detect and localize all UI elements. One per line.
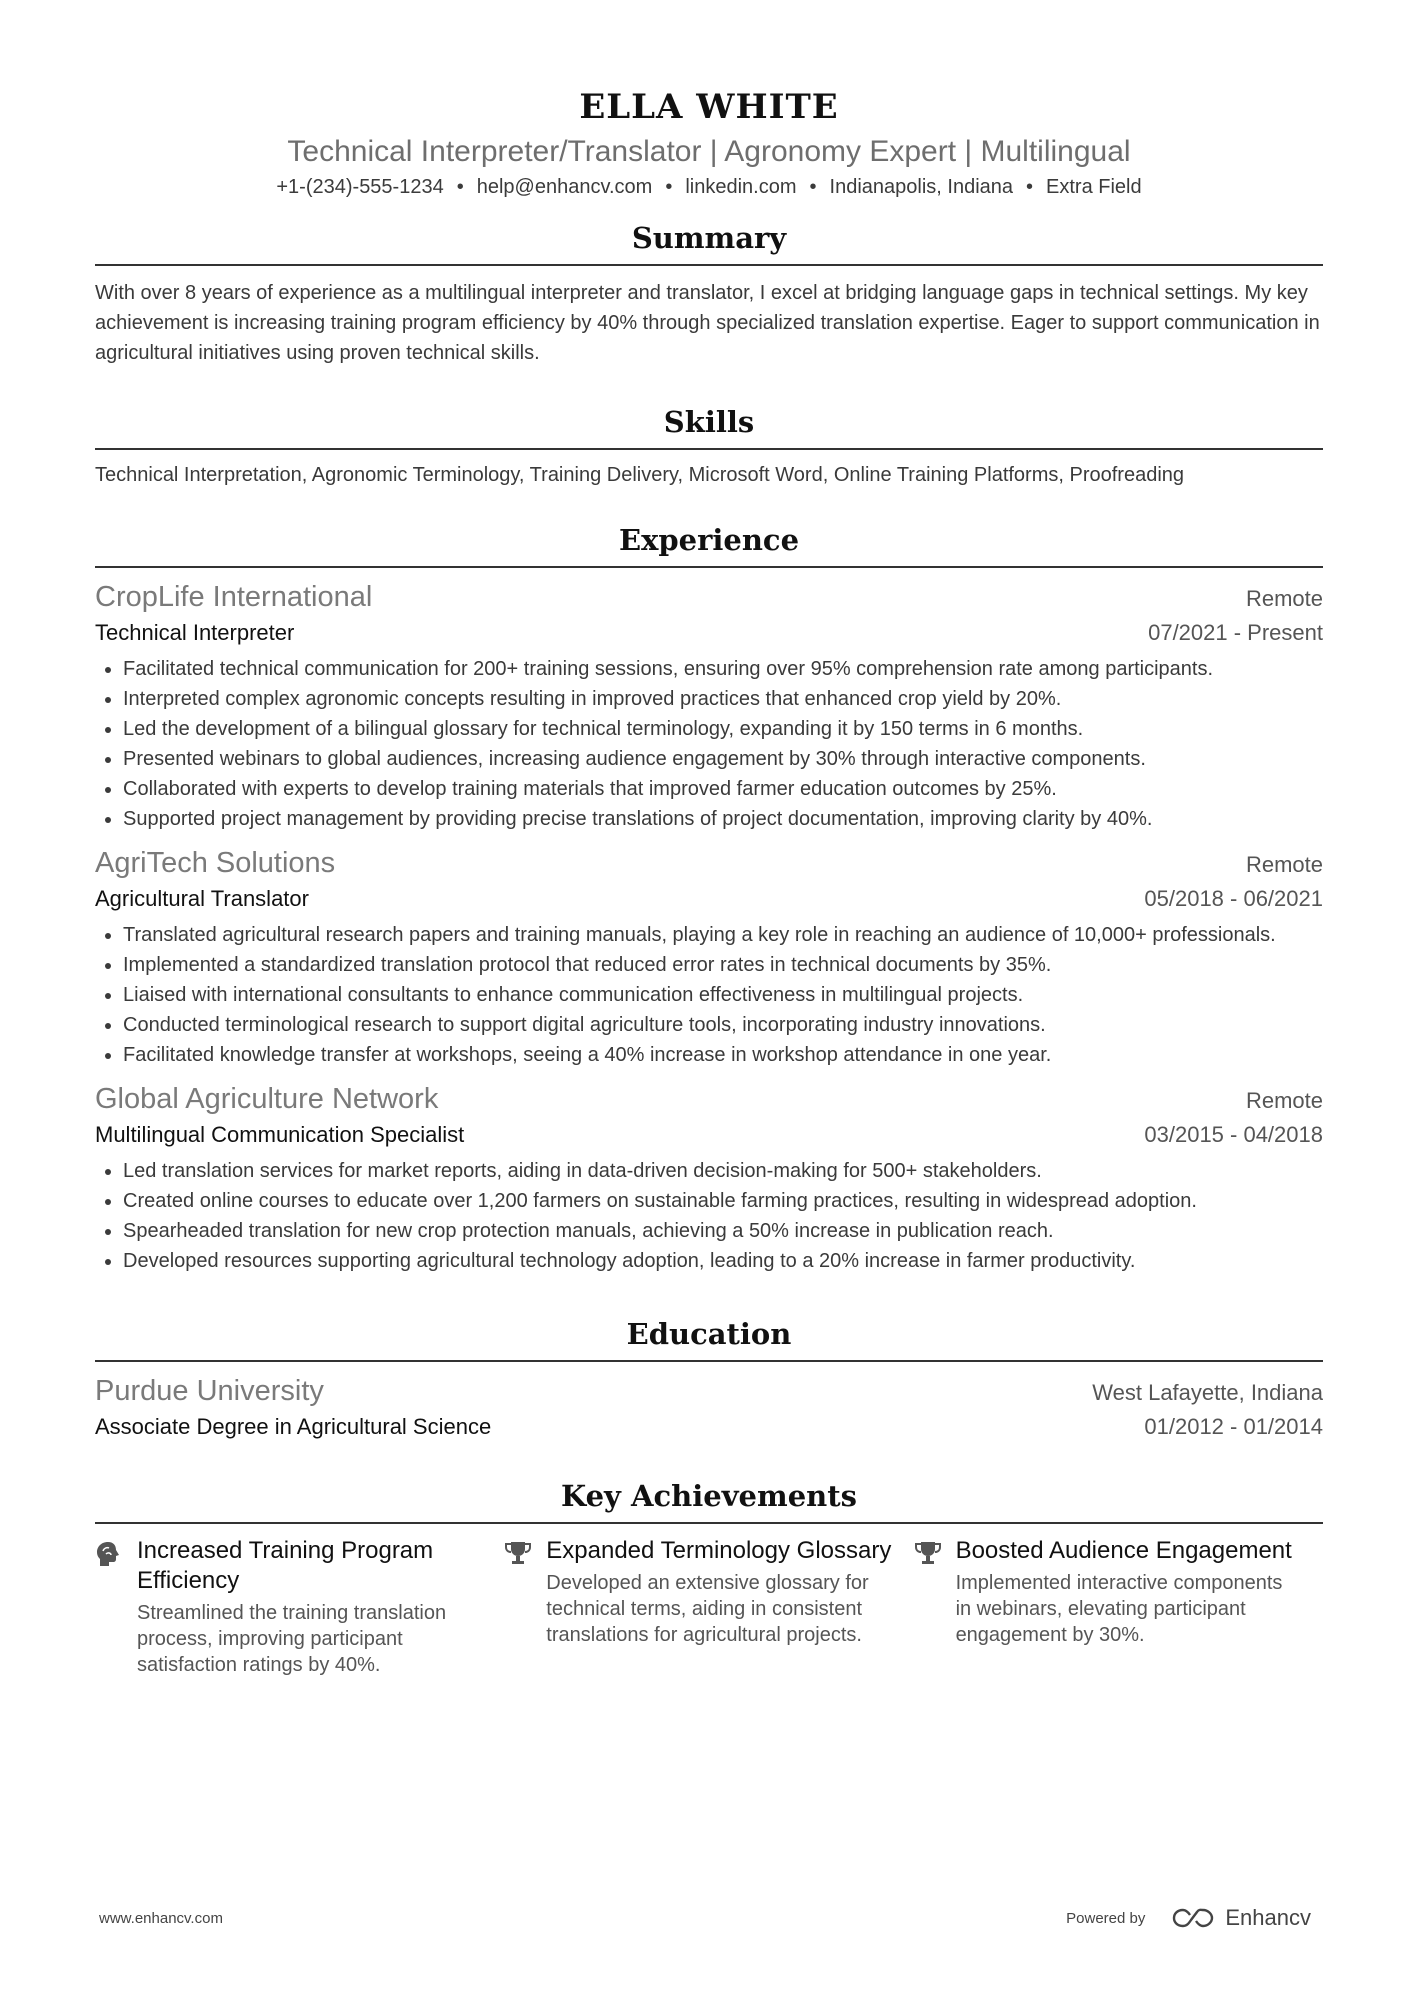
achievements-heading: Key Achievements: [95, 1474, 1323, 1524]
job-role: Multilingual Communication Specialist: [95, 1122, 465, 1147]
achievement-desc: Developed an extensive glossary for technical terms, aiding in consistent translations for agricultural projects.: [546, 1572, 869, 1646]
company-name: Global Agriculture Network: [95, 1083, 439, 1115]
bullet-item: • Translated agricultural research papers and training manuals, playing a key role in reaching an audience of 10,000+ professionals.: [123, 920, 1323, 950]
education-dates: 01/2012 - 01/2014: [1144, 1414, 1323, 1439]
degree: Associate Degree in Agricultural Science: [95, 1414, 492, 1439]
enhancv-logo-icon: [1171, 1906, 1217, 1930]
job-role: Agricultural Translator: [95, 886, 309, 911]
brand-name: Enhancv: [1225, 1905, 1311, 1930]
achievement-title: Expanded Terminology Glossary: [546, 1537, 892, 1564]
extra-field: Extra Field: [1046, 176, 1142, 198]
bullet-item: • Led the development of a bilingual glossary for technical terminology, expanding it by 150 terms in 6 months.: [123, 714, 1323, 744]
email[interactable]: help@enhancv.com: [476, 176, 653, 198]
skills-section: [95, 400, 1323, 490]
education-heading: Education: [95, 1312, 1323, 1362]
job-dates: 07/2021 - Present: [1148, 620, 1323, 645]
job-location: Remote: [1245, 852, 1323, 877]
job-location: Remote: [1245, 1088, 1323, 1113]
bullet-separator: •: [665, 176, 673, 198]
summary-section: [95, 216, 1323, 368]
bullet-separator: •: [809, 176, 817, 198]
trophy-icon: [914, 1536, 956, 1678]
bullet-separator: •: [1026, 176, 1034, 198]
experience-section: [95, 518, 1323, 1276]
job-entry: [95, 1080, 1323, 1276]
skills-heading: Skills: [95, 400, 1323, 450]
contact-line: [95, 172, 1323, 202]
job-location: Remote: [1245, 586, 1323, 611]
resume-page: [95, 82, 1323, 1678]
bullet-item: • Developed resources supporting agricultural technology adoption, leading to a 20% increase in farmer productivity.: [123, 1246, 1323, 1276]
achievement-title: Increased Training Program Efficiency: [137, 1537, 434, 1594]
bullet-item: • Created online courses to educate over 1,200 farmers on sustainable farming practices, resulting in widespread adoption.: [123, 1186, 1323, 1216]
linkedin-link[interactable]: linkedin.com: [685, 176, 797, 198]
bullet-item: • Supported project management by providing precise translations of project documentation, improving clarity by 40%.: [123, 804, 1323, 834]
bullet-item: • Collaborated with experts to develop training materials that improved farmer education outcomes by 25%.: [123, 774, 1323, 804]
job-dates: 03/2015 - 04/2018: [1144, 1122, 1323, 1147]
achievement-item: [914, 1536, 1323, 1678]
candidate-title: Technical Interpreter/Translator | Agronomy Expert | Multilingual: [287, 135, 1131, 168]
job-role: Technical Interpreter: [95, 620, 295, 645]
school-name: Purdue University: [95, 1375, 324, 1407]
bullet-item: • Facilitated knowledge transfer at workshops, seeing a 40% increase in workshop attendance in one year.: [123, 1040, 1323, 1070]
candidate-name: ELLA WHITE: [579, 87, 839, 127]
skills-text: Technical Interpretation, Agronomic Terminology, Training Delivery, Microsoft Word, Online Training Platforms, Proofreading: [95, 464, 1185, 486]
location: Indianapolis, Indiana: [829, 176, 1014, 198]
summary-text: With over 8 years of experience as a multilingual interpreter and translator, I excel at bridging language gaps in technical settings. My key achievement is increasing training program efficiency by 40% through specialized translation expertise. Eager to support communication in agricultural initiatives using proven technical skills.: [95, 282, 1320, 364]
bullet-item: • Led translation services for market reports, aiding in data-driven decision-making for 500+ stakeholders.: [123, 1156, 1323, 1186]
achievement-desc: Implemented interactive components in webinars, elevating participant engagement by 30%.: [955, 1572, 1283, 1646]
trophy-icon: [504, 1536, 546, 1678]
phone: +1-(234)-555-1234: [276, 176, 444, 198]
bullet-item: • Spearheaded translation for new crop protection manuals, achieving a 50% increase in publication reach.: [123, 1216, 1323, 1246]
job-bullets: [95, 654, 1323, 834]
achievement-item: [95, 1536, 504, 1678]
bullet-item: • Interpreted complex agronomic concepts resulting in improved practices that enhanced crop yield by 20%.: [123, 684, 1323, 714]
job-dates: 05/2018 - 06/2021: [1144, 886, 1323, 911]
bullet-item: • Implemented a standardized translation protocol that reduced error rates in technical documents by 35%.: [123, 950, 1323, 980]
company-name: AgriTech Solutions: [95, 847, 336, 879]
powered-by: [1066, 1905, 1311, 1931]
website-link[interactable]: www.enhancv.com: [99, 1909, 223, 1927]
school-location: West Lafayette, Indiana: [1092, 1380, 1323, 1405]
powered-by-label: Powered by: [1066, 1909, 1146, 1927]
bullet-item: • Conducted terminological research to support digital agriculture tools, incorporating industry innovations.: [123, 1010, 1323, 1040]
page-footer: [99, 1905, 1311, 1931]
achievement-desc: Streamlined the training translation process, improving participant satisfaction ratings by 40%.: [137, 1602, 447, 1676]
experience-heading: Experience: [95, 518, 1323, 568]
achievements-section: [95, 1474, 1323, 1678]
bullet-item: • Presented webinars to global audiences, increasing audience engagement by 30% through interactive components.: [123, 744, 1323, 774]
bullet-item: • Facilitated technical communication for 200+ training sessions, ensuring over 95% comprehension rate among participants.: [123, 654, 1323, 684]
job-entry: [95, 844, 1323, 1070]
job-entry: [95, 578, 1323, 834]
education-section: [95, 1312, 1323, 1444]
job-bullets: [95, 1156, 1323, 1276]
achievement-item: [504, 1536, 913, 1678]
education-entry: [95, 1372, 1323, 1444]
bullet-item: • Liaised with international consultants to enhance communication effectiveness in multilingual projects.: [123, 980, 1323, 1010]
company-name: CropLife International: [95, 581, 373, 613]
achievement-title: Boosted Audience Engagement: [955, 1537, 1292, 1564]
bullet-separator: •: [456, 176, 464, 198]
job-bullets: [95, 920, 1323, 1070]
brain-icon: [95, 1536, 137, 1678]
summary-heading: Summary: [95, 216, 1323, 266]
